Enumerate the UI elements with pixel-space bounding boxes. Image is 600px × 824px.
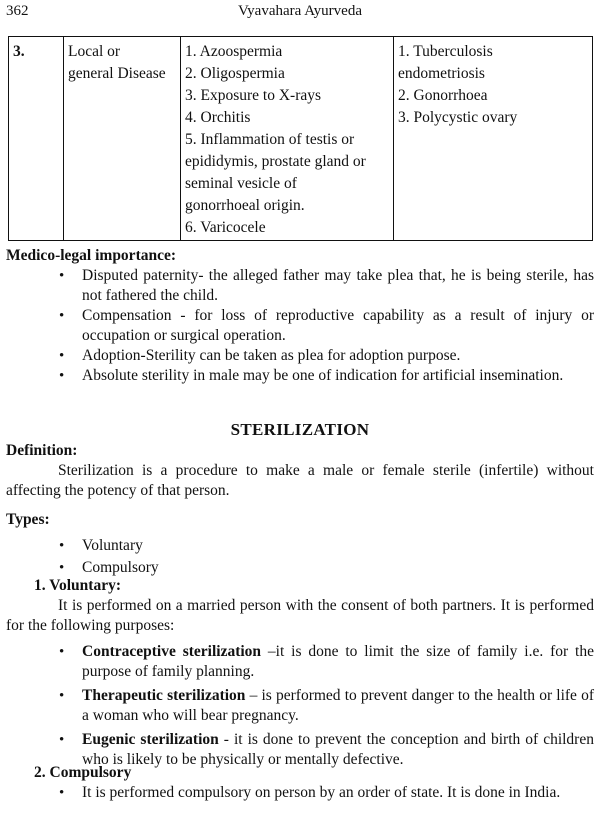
list-item bbox=[0, 366, 600, 386]
term-description: – is performed to prevent danger to the health or life of a woman who will bear pregnancy. bbox=[82, 687, 594, 724]
term: Contraceptive sterilization bbox=[82, 643, 262, 660]
bullet-icon: • bbox=[59, 348, 65, 364]
list-item-text: Disputed paternity- the alleged father may take plea that, he is being sterile, has not fathered the child. bbox=[82, 267, 594, 304]
term: Eugenic sterilization bbox=[82, 731, 219, 748]
cell-line: 2. Gonorrhoea bbox=[398, 87, 488, 104]
term-description: –it is done to limit the size of family i.e. for the purpose of family planning. bbox=[82, 643, 594, 680]
voluntary-heading: 1. Voluntary: bbox=[34, 577, 121, 594]
page-number: 362 bbox=[6, 3, 29, 19]
definition-heading: Definition: bbox=[6, 442, 78, 459]
list-item bbox=[0, 682, 600, 726]
bullet-icon: • bbox=[59, 308, 65, 324]
list-item-text: Compulsory bbox=[82, 559, 159, 576]
compulsory-section bbox=[0, 763, 600, 803]
cell-line: 6. Varicocele bbox=[185, 219, 266, 236]
female-causes-cell bbox=[394, 37, 593, 241]
cell-line: 3. Exposure to X-rays bbox=[185, 87, 322, 104]
definition-section bbox=[0, 441, 600, 501]
types-heading: Types: bbox=[6, 511, 50, 528]
cell-line: 1. Tuberculosis bbox=[398, 43, 493, 60]
list-item-text bbox=[82, 643, 594, 680]
list-item bbox=[0, 346, 600, 366]
disease-type-cell bbox=[64, 37, 181, 241]
list-item-text: Absolute sterility in male may be one of indication for artificial insemination. bbox=[82, 367, 564, 384]
list-item-text: Voluntary bbox=[82, 537, 143, 554]
running-title: Vyavahara Ayurveda bbox=[238, 3, 362, 19]
bullet-icon: • bbox=[59, 538, 65, 554]
cell-line: 3. Polycystic ovary bbox=[398, 109, 518, 126]
bullet-icon: • bbox=[59, 368, 65, 384]
bullet-icon: • bbox=[59, 688, 65, 704]
list-item bbox=[0, 783, 600, 803]
cell-line: endometriosis bbox=[398, 65, 485, 82]
bullet-icon: • bbox=[59, 732, 65, 748]
list-item bbox=[0, 636, 600, 682]
cell-line: 1. Azoospermia bbox=[185, 43, 283, 60]
term-description: - it is done to prevent the conception and birth of children who is likely to be physically or mentally defective. bbox=[82, 731, 594, 768]
term: Therapeutic sterilization bbox=[82, 687, 246, 704]
disease-table bbox=[8, 36, 593, 241]
cell-line: 2. Oligospermia bbox=[185, 65, 285, 82]
types-section bbox=[0, 510, 600, 578]
section-title: STERILIZATION bbox=[230, 420, 370, 439]
list-item bbox=[0, 556, 600, 578]
cell-line: seminal vesicle of bbox=[185, 175, 297, 192]
list-item-text: Compensation - for loss of reproductive capability as a result of injury or occupation or surgical operation. bbox=[82, 307, 594, 344]
list-item-text: It is performed compulsory on person by an order of state. It is done in India. bbox=[82, 784, 561, 801]
cell-line: 4. Orchitis bbox=[185, 109, 251, 126]
page-header bbox=[0, 0, 600, 22]
voluntary-intro: It is performed on a married person with the consent of both partners. It is performed for the following purposes: bbox=[6, 597, 594, 634]
row-number: 3. bbox=[9, 37, 64, 241]
list-item bbox=[0, 306, 600, 346]
cell-line: gonorrhoeal origin. bbox=[185, 197, 305, 214]
bullet-icon: • bbox=[59, 785, 65, 801]
cell-line: epididymis, prostate gland or bbox=[185, 153, 366, 170]
bullet-icon: • bbox=[59, 560, 65, 576]
compulsory-heading: 2. Compulsory bbox=[34, 764, 132, 781]
cell-line: general Disease bbox=[68, 65, 166, 82]
cell-line: 5. Inflammation of testis or bbox=[185, 131, 355, 148]
bullet-icon: • bbox=[59, 644, 65, 660]
cell-line: Local or bbox=[68, 43, 121, 60]
medico-legal-section bbox=[0, 246, 600, 386]
list-item bbox=[0, 530, 600, 556]
voluntary-section bbox=[0, 576, 600, 770]
table-row bbox=[9, 37, 593, 241]
male-causes-cell bbox=[181, 37, 394, 241]
list-item-text: Adoption-Sterility can be taken as plea for adoption purpose. bbox=[82, 347, 461, 364]
list-item-text bbox=[82, 687, 594, 724]
medico-legal-heading: Medico-legal importance: bbox=[6, 247, 177, 264]
definition-text: Sterilization is a procedure to make a male or female sterile (infertile) without affecting the potency of that person. bbox=[6, 462, 594, 499]
list-item bbox=[0, 266, 600, 306]
bullet-icon: • bbox=[59, 268, 65, 284]
